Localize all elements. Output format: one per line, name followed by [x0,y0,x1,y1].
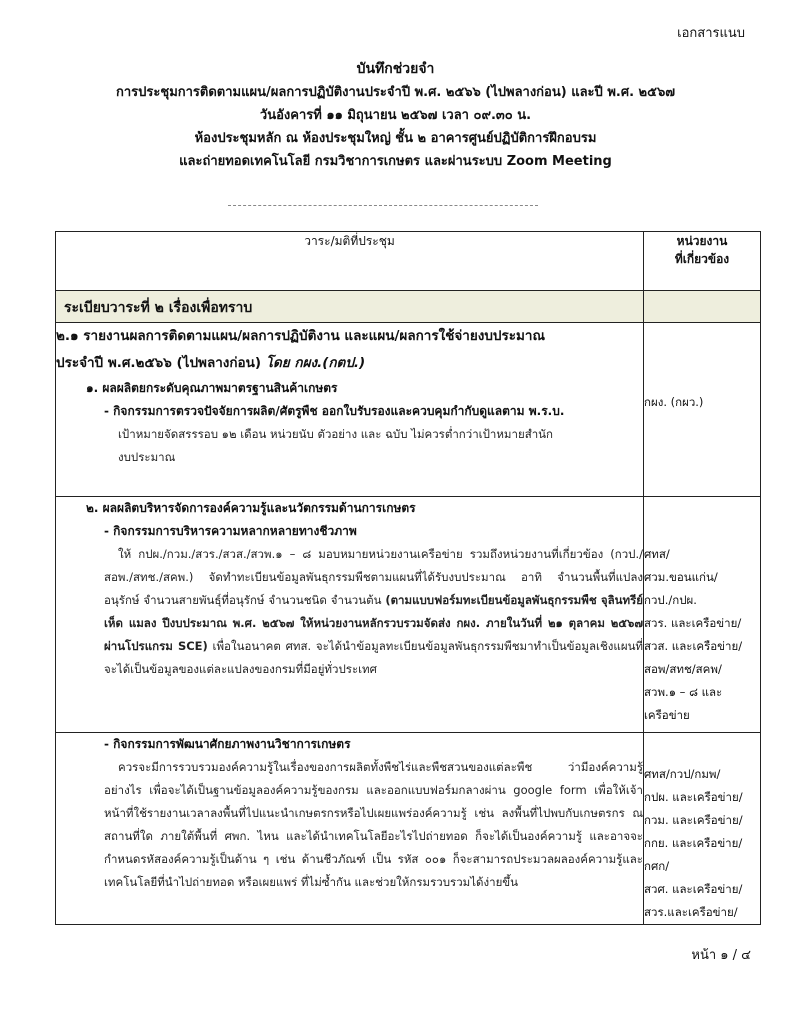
memo-line-3: ห้องประชุมหลัก ณ ห้องประชุมใหญ่ ชั้น ๒ อาคารศูนย์ปฏิบัติการฝึกอบรม [194,131,597,146]
agenda-table [55,231,761,925]
table-row [56,323,761,497]
item21-unit: กผง. (กผว.) [644,395,704,409]
item21-title-text: ประจำปี พ.ศ.๒๕๖๖ (ไปพลางก่อน) [56,355,262,371]
item21-cell [56,323,644,497]
item21-title-line1: ๒.๑ รายงานผลการติดตามแผน/ผลการปฏิบัติงาน และแผน/ผลการใช้จ่ายงบประมาณ [56,328,546,344]
item3-unit-2: กวม. และเครือข่าย/ [644,813,743,827]
item21-sub1: ๑. ผลผลิตยกระดับคุณภาพมาตรฐานสินค้าเกษตร [86,381,338,395]
item2-unit-0: ศทส/ [644,547,670,561]
section-title-cell [56,291,644,323]
section-unit-cell [644,291,761,323]
header-divider [228,205,538,206]
memo-title: บันทึกช่วยจำ [356,61,435,77]
item2-unit-5: สอพ/สทช/สคพ/ [644,662,722,676]
item3-unit-0: ศทส/กวป/กมพ/ [644,767,721,781]
section-row [56,291,761,323]
item3-unit-cell [644,733,761,925]
item3-unit-3: กกย. และเครือข่าย/ [644,836,743,850]
memo-header [0,58,791,173]
col-unit-header-line1: หน่วยงาน [676,234,728,248]
table-header-row [56,232,761,291]
item2-cell [56,497,644,733]
item3-cell [56,733,644,925]
item2-para [56,543,643,681]
item21-para-line1: เป้าหมายจัดสรรรอบ ๑๒ เดือน หน่วยนับ ตัวอย่าง และ ฉบับ ไม่ควรต่ำกว่าเป้าหมายสำนัก [118,427,553,441]
item3-para: ควรจะมีการรวบรวมองค์ความรู้ในเรื่องของการผลิตทั้งพืชไร่และพืชสวนของแต่ละพืช ว่ามีองค์ความรู้อย่างไร เพื่อจะได้เป็นฐานข้อมูลองค์ความรู้ของกรม และออกแบบฟอร์มกลางผ่าน google form เพื่อให้เจ้าหน้าที่ใช้รายงานเวลาลงพื้นที่ไปแนะนำเกษตรกรหรือไปเผยแพร่องค์ความรู้ เช่น ลงพื้นที่ไปพบกับเกษตรกร ณ สถานที่ใด ภายใต้พื้นที่ ศพก. ไหน และได้นำเทคโนโลยีอะไรไปถ่ายทอด ก็จะได้เป็นองค์ความรู้ และอาจจะกำหนดรหัสองค์ความรู้เป็นด้าน ๆ เช่น ด้านชีวภัณฑ์ เป็น รหัส ๐๐๑ ก็จะสามารถประมวลผลองค์ความรู้และเทคโนโลยีที่นำไปถ่ายทอด หรือเผยแพร่ ที่ไม่ซ้ำกัน และช่วยให้กรมรวบรวมได้ง่ายขึ้น [104,760,643,889]
table-row [56,733,761,925]
item21-title-line2 [56,350,643,377]
memo-line-1: การประชุมการติดตามแผน/ผลการปฏิบัติงานประจำปี พ.ศ. ๒๕๖๖ (ไปพลางก่อน) และปี พ.ศ. ๒๕๖๗ [116,85,675,100]
col-unit-header [644,232,761,291]
attachment-label: เอกสารแนบ [677,26,745,41]
item21-unit-cell [644,323,761,497]
item2-unit-7: เครือข่าย [644,708,690,722]
item2-para-bold: (ตามแบบฟอร์มทะเบียนข้อมูลพันธุกรรมพืช จุลินทรีย์ เห็ด แมลง ปีงบประมาณ พ.ศ. ๒๕๖๗ ให้หน่วยงานหลักรวบรวมจัดส่ง กผง. ภายในวันที่ ๒๑ ตุลาคม ๒๕๖๗ ผ่านโปรแกรม SCE) [104,593,643,653]
item3-unit-1: กปผ. และเครือข่าย/ [644,790,743,804]
memo-line-4: และถ่ายทอดเทคโนโลยี กรมวิชาการเกษตร และผ่านระบบ Zoom Meeting [179,154,612,169]
item2-para-normal: ให้ กปผ./กวม./สวร./สวส./สวพ.๑ – ๘ มอบหมายหน่วยงานเครือข่าย รวมถึงหน่วยงานที่เกี่ยวข้อง (กวป./สอพ./สทช./สคพ.) จัดทำทะเบียนข้อมูลพันธุกรรมพืชตามแผนที่ได้รับงบประมาณ อาทิ จำนวนพื้นที่แปลงอนุรักษ์ จำนวนสายพันธุ์ที่อนุรักษ์ จำนวนชนิด จำนวนต้น [104,547,643,607]
item2-para-tail: เพื่อในอนาคต ศทส. จะได้นำข้อมูลทะเบียนข้อมูลพันธุกรรมพืชมาทำเป็นข้อมูลเชิงแผนที่ จะได้เป็นข้อมูลของแต่ละแปลงของกรมที่มีอยู่ทั่วประเทศ [104,639,644,676]
item3-unit-5: สวศ. และเครือข่าย/ [644,882,743,896]
item21-sub2: - กิจกรรมการตรวจปัจจัยการผลิต/ศัตรูพืช ออกใบรับรองและควบคุมกำกับดูแลตาม พ.ร.บ. [104,404,565,418]
item2-unit-3: สวร. และเครือข่าย/ [644,616,742,630]
section-title: ระเบียบวาระที่ ๒ เรื่องเพื่อทราบ [64,300,253,316]
item3-sub2: - กิจกรรมการพัฒนาศักยภาพงานวิชาการเกษตร [104,737,351,751]
item3-unit-4: กศก/ [644,859,670,873]
table-row [56,497,761,733]
page-number: หน้า ๑ / ๔ [691,948,751,963]
item2-unit-4: สวส. และเครือข่าย/ [644,639,743,653]
item21-para-line2: งบประมาณ [118,450,176,464]
item21-title-italic: โดย กผง.(กตป.) [265,355,366,371]
item2-unit-1: ศวม.ขอนแก่น/ [644,570,718,584]
item2-unit-2: กวป./กปผ. [644,593,697,607]
item2-sub2: - กิจกรรมการบริหารความหลากหลายทางชีวภาพ [104,524,357,538]
col-main-header: วาระ/มติที่ประชุม [56,232,644,291]
item2-unit-6: สวพ.๑ – ๘ และ [644,685,723,699]
item3-unit-6: สวร.และเครือข่าย/ [644,905,738,919]
item2-unit-cell [644,497,761,733]
item2-sub1: ๒. ผลผลิตบริหารจัดการองค์ความรู้และนวัตกรรมด้านการเกษตร [86,501,416,515]
col-unit-header-line2: ที่เกี่ยวข้อง [674,252,730,266]
memo-line-2: วันอังคารที่ ๑๑ มิถุนายน ๒๕๖๗ เวลา ๐๙.๓๐ น. [259,108,532,123]
